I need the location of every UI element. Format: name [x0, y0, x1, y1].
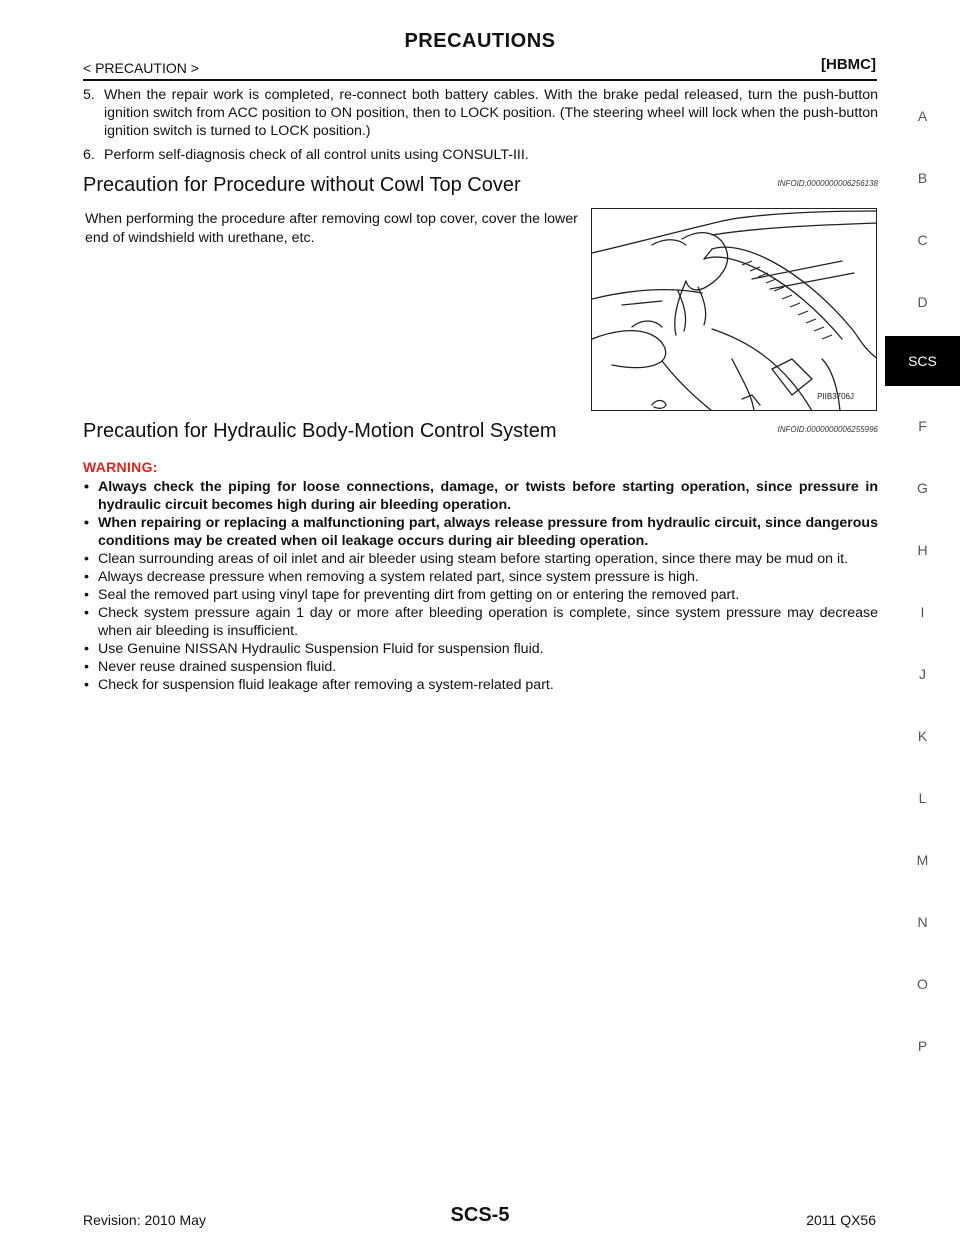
list-item: • Never reuse drained suspension fluid. [84, 659, 337, 675]
section-code: [HBMC] [821, 56, 876, 73]
list-item-text: Clean surrounding areas of oil inlet and air bleeder using steam before starting operation, since there may be mud on it. [98, 551, 849, 567]
index-tab-b[interactable]: B [917, 170, 928, 186]
footer-revision: Revision: 2010 May [83, 1212, 206, 1228]
hydraulic-section-infoid: INFOID:0000000006255996 [777, 425, 878, 434]
header-divider [83, 79, 877, 81]
list-item-text: Check for suspension fluid leakage after removing a system-related part. [98, 677, 554, 693]
step-number: 5. [83, 87, 95, 103]
step-text: When the repair work is completed, re-connect both battery cables. With the brake pedal released, turn the push-button ignition switch from ACC position to ON position, then to LOCK position. (The steering wheel will lock when the push-button ignition switch is turned to LOCK position.) [104, 87, 878, 139]
step-text: Perform self-diagnosis check of all control units using CONSULT-III. [104, 147, 529, 163]
list-item-text: Always decrease pressure when removing a system related part, since system pressure is high. [98, 569, 699, 585]
index-tab-k[interactable]: K [917, 728, 928, 744]
main-content [83, 86, 878, 694]
list-item: • Clean surrounding areas of oil inlet and air bleeder using steam before starting operation, since there may be mud on it. [84, 551, 849, 567]
cowl-section-heading [83, 172, 878, 198]
index-tab-h[interactable]: H [917, 542, 928, 558]
page-title: PRECAUTIONS [404, 30, 556, 52]
list-item: • Always check the piping for loose connections, damage, or twists before starting operation, since pressure in hydraulic circuit becomes high during air bleeding operation. [84, 479, 878, 513]
procedure-step-6 [83, 146, 878, 164]
list-item-text: Check system pressure again 1 day or more after bleeding operation is complete, since system pressure may decrease when air bleeding is insufficient. [98, 605, 878, 639]
index-tab-j[interactable]: J [919, 666, 926, 682]
hydraulic-section-title: Precaution for Hydraulic Body-Motion Control System [83, 420, 557, 442]
warning-label: WARNING: [83, 459, 158, 475]
index-tab-p[interactable]: P [917, 1038, 928, 1054]
figure-id: PIIB3706J [817, 392, 854, 401]
index-tab-f[interactable]: F [918, 418, 927, 434]
cowl-section-body [83, 208, 878, 416]
index-tab-l[interactable]: L [918, 790, 927, 806]
list-item-text: Always check the piping for loose connections, damage, or twists before starting operation, since pressure in hydraulic circuit becomes high during air bleeding operation. [98, 479, 878, 513]
step-number: 6. [83, 147, 95, 163]
windshield-illustration [591, 208, 877, 411]
footer-page-number: SCS-5 [450, 1204, 510, 1226]
list-item-text: Never reuse drained suspension fluid. [98, 659, 337, 675]
list-item: • Always decrease pressure when removing a system related part, since system pressure is high. [84, 569, 699, 585]
cowl-instruction-text: When performing the procedure after removing cowl top cover, cover the lower end of windshield with urethane, etc. [85, 211, 578, 246]
index-tab-d[interactable]: D [917, 294, 928, 310]
index-tab-g[interactable]: G [917, 480, 928, 496]
list-item: • Use Genuine NISSAN Hydraulic Suspension Fluid for suspension fluid. [84, 641, 544, 657]
index-tab-n[interactable]: N [917, 914, 928, 930]
procedure-step-5 [83, 86, 878, 140]
list-item: • Seal the removed part using vinyl tape for preventing dirt from getting on or entering the removed part. [84, 587, 740, 603]
index-tab-i[interactable]: I [920, 604, 925, 620]
index-tab-c[interactable]: C [917, 232, 928, 248]
windshield-drawing [592, 209, 877, 411]
list-item-text: When repairing or replacing a malfunctioning part, always release pressure from hydraulic circuit, since dangerous conditions may be created when oil leakage occurs during air bleeding operation. [98, 515, 878, 549]
index-tab-scs[interactable]: SCS [885, 336, 960, 386]
list-item-text: Use Genuine NISSAN Hydraulic Suspension Fluid for suspension fluid. [98, 641, 544, 657]
list-item: • Check for suspension fluid leakage after removing a system-related part. [84, 677, 554, 693]
cowl-section-title: Precaution for Procedure without Cowl Top Cover [83, 174, 521, 196]
list-item: • When repairing or replacing a malfunctioning part, always release pressure from hydraulic circuit, since dangerous conditions may be created when oil leakage occurs during air bleeding operation. [84, 515, 878, 549]
precaution-list [83, 478, 878, 694]
cowl-section-infoid: INFOID:0000000006256138 [777, 179, 878, 188]
list-item-text: Seal the removed part using vinyl tape for preventing dirt from getting on or entering the removed part. [98, 587, 740, 603]
index-tab-a[interactable]: A [917, 108, 928, 124]
hydraulic-section-heading [83, 418, 878, 444]
list-item: • Check system pressure again 1 day or more after bleeding operation is complete, since system pressure may decrease when air bleeding is insufficient. [84, 605, 878, 639]
index-tab-o[interactable]: O [917, 976, 928, 992]
breadcrumb: < PRECAUTION > [83, 60, 199, 76]
footer-model: 2011 QX56 [806, 1212, 876, 1228]
index-tab-m[interactable]: M [916, 852, 929, 868]
